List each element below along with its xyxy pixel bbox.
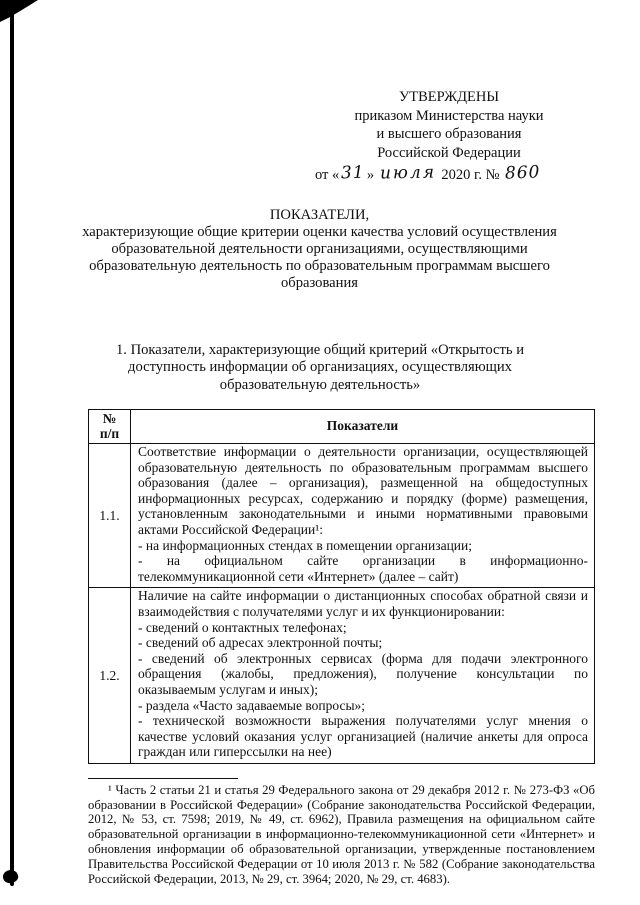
handwritten-day: 31 <box>340 162 366 184</box>
row-1-2-num: 1.2. <box>89 588 131 764</box>
handwritten-month: июля <box>379 162 436 184</box>
indicators-table <box>88 409 595 764</box>
scan-artifact-bottom-left <box>1 868 20 885</box>
approval-by-line1: приказом Министерства науки <box>354 107 544 124</box>
date-prefix: от « <box>315 167 340 183</box>
date-year-label: 2020 г. № <box>441 167 500 183</box>
row-1-1-num: 1.1. <box>89 444 131 588</box>
footnote-text: ¹ Часть 2 статьи 21 и статья 29 Федерального закона от 29 декабря 2012 г. № 273-ФЗ «Об образовании в Российской Федерации» (Собрание законодательства Российской Федерации, 2012, № 53, ст. 7598; 2019, № 49, ст. 6962), Правила размещения на официальном сайте образовательной организации в информационно-телекоммуникационной сети «Интернет» и обновления информации об образовательной организации, утвержденные постановлением Правительства Российской Федерации от 10 июля 2013 г. № 582 (Собрание законодательства Российской Федерации, 2013, № 29, ст. 3964; 2020, № 29, ст. 4683). <box>88 782 595 886</box>
table-row <box>89 588 595 764</box>
row-1-2-text: Наличие на сайте информации о дистанционных способах обратной связи и взаимодействия с получателями услуг и их функционировании: - сведений о контактных телефонах; - сведений об адресах электронной почты; - сведений об электронных сервисах (форма для подачи электронного обращения (жалобы, предложения), получение консультации по оказываемым услугам и иных); - раздела «Часто задаваемые вопросы»; - технической возможности выражения получателями услуг мнения о качестве условий оказания услуг организацией (наличие анкеты для опроса граждан или гиперссылки на нее) <box>131 588 595 764</box>
table-header-indicator: Показатели <box>131 410 595 444</box>
table-header-num: № п/п <box>89 410 131 444</box>
document-title-body: характеризующие общие критерии оценки качества условий осуществления образовательной деятельности организациями, осуществляющими образовательную деятельность по образовательным программам высшего образования <box>82 223 557 291</box>
footnote-block <box>88 778 595 887</box>
scan-artifact-left-bar <box>10 8 14 886</box>
approval-date-line <box>313 162 585 185</box>
document-title <box>66 207 573 292</box>
approval-block <box>313 88 585 185</box>
approval-by-line2: и высшего образования <box>376 126 522 142</box>
section-1-heading: 1. Показатели, характеризующие общий критерий «Открытость и доступность информации об организациях, осуществляющих образовательную деятельность» <box>116 341 524 393</box>
footnote-separator <box>88 778 238 779</box>
approval-by-line3: Российской Федерации <box>377 144 521 161</box>
scan-artifact-top-left <box>0 0 38 22</box>
document-title-word: ПОКАЗАТЕЛИ, <box>269 206 370 223</box>
approval-approved-label: УТВЕРЖДЕНЫ <box>398 89 500 105</box>
row-1-1-text: Соответствие информации о деятельности организации, осуществляющей образовательную деятельность по образовательным программам высшего образования (далее – организация), размещенной на общедоступных информационных ресурсах, содержанию и порядку (форме) размещения, установленным законодательными и иными нормативными правовыми актами Российской Федерации¹: - на информационных стендах в помещении организации; - на официальном сайте организации в информационно-телекоммуникационной сети «Интернет» (далее – сайт) <box>131 444 595 588</box>
table-header-row <box>89 410 595 444</box>
date-close-quote: » <box>366 167 375 183</box>
handwritten-order-number: 860 <box>504 162 541 184</box>
table-row <box>89 444 595 588</box>
